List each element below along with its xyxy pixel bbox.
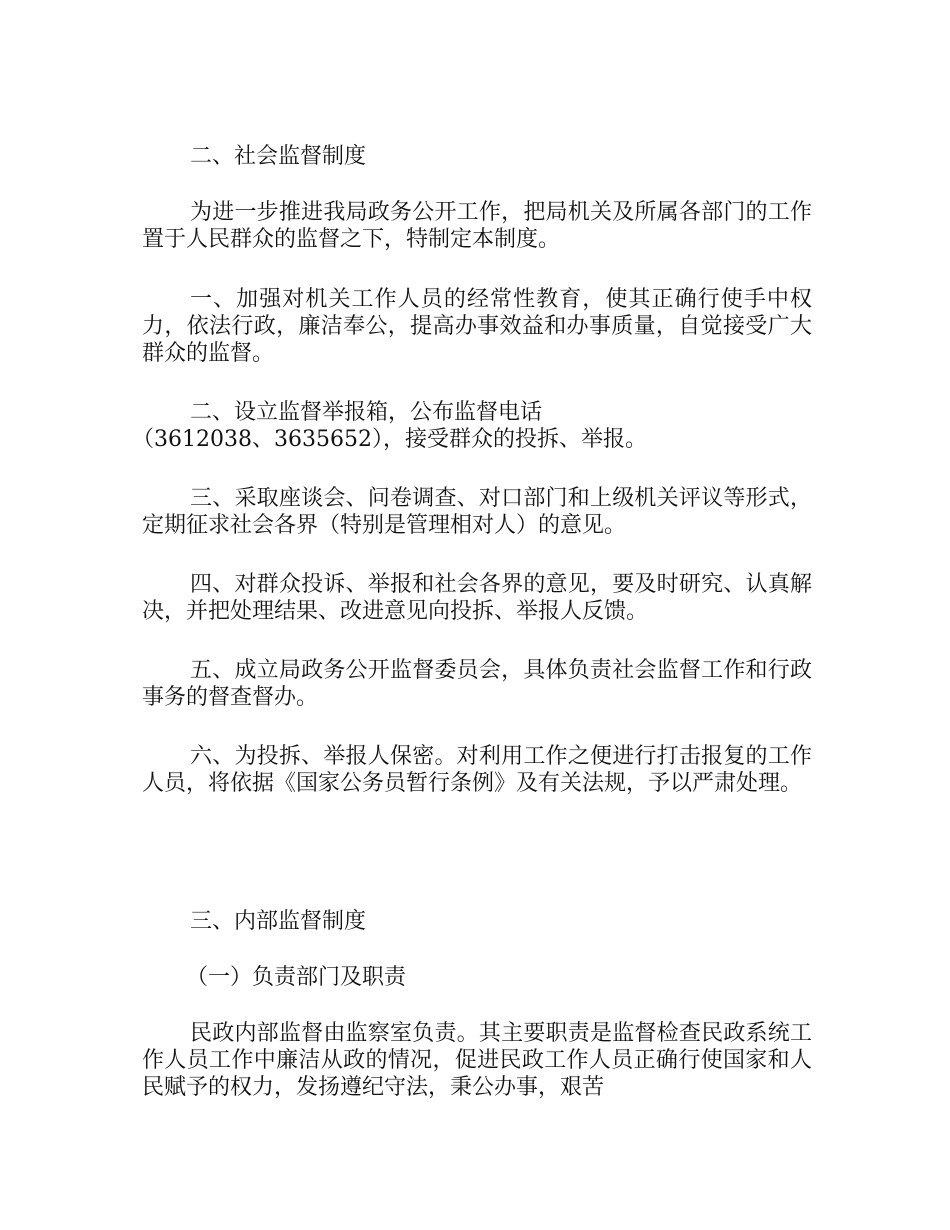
subsection-heading-responsible-department: （一）负责部门及职责 [186,965,407,990]
paragraph-item-3: 三、采取座谈会、问卷调查、对口部门和上级机关评议等形式，定期征求社会各界（特别是管理相对人）的意见。 [142,486,812,538]
section-heading-social-supervision: 二、社会监督制度 [190,144,367,169]
paragraph-item-1: 一、加强对机关工作人员的经常性教育，使其正确行使手中权力，依法行政，廉洁奉公，提高办事效益和办事质量，自觉接受广大群众的监督。 [142,287,812,366]
paragraph-internal-supervision-body: 民政内部监督由监察室负责。其主要职责是监督检查民政系统工作人员工作中廉洁从政的情况，促进民政工作人员正确行使国家和人民赋予的权力，发扬遵纪守法，秉公办事，艰苦 [142,1021,812,1100]
section-heading-internal-supervision: 三、内部监督制度 [190,909,367,934]
paragraph-intro: 为进一步推进我局政务公开工作，把局机关及所属各部门的工作置于人民群众的监督之下，特制定本制度。 [142,200,812,252]
paragraph-item-6: 六、为投拆、举报人保密。对利用工作之便进行打击报复的工作人员，将依据《国家公务员暂行条例》及有关法规，予以严肃处理。 [142,744,812,796]
paragraph-item-2-line-2: （3612038、3635652），接受群众的投拆、举报。 [132,427,647,452]
paragraph-item-4: 四、对群众投诉、举报和社会各界的意见，要及时研究、认真解决，并把处理结果、改进意见向投拆、举报人反馈。 [142,572,812,624]
paragraph-item-2 [132,399,812,453]
paragraph-item-5: 五、成立局政务公开监督委员会，具体负责社会监督工作和行政事务的督查督办。 [142,658,812,710]
paragraph-item-2-line-1: 二、设立监督举报箱，公布监督电话 [190,400,543,425]
